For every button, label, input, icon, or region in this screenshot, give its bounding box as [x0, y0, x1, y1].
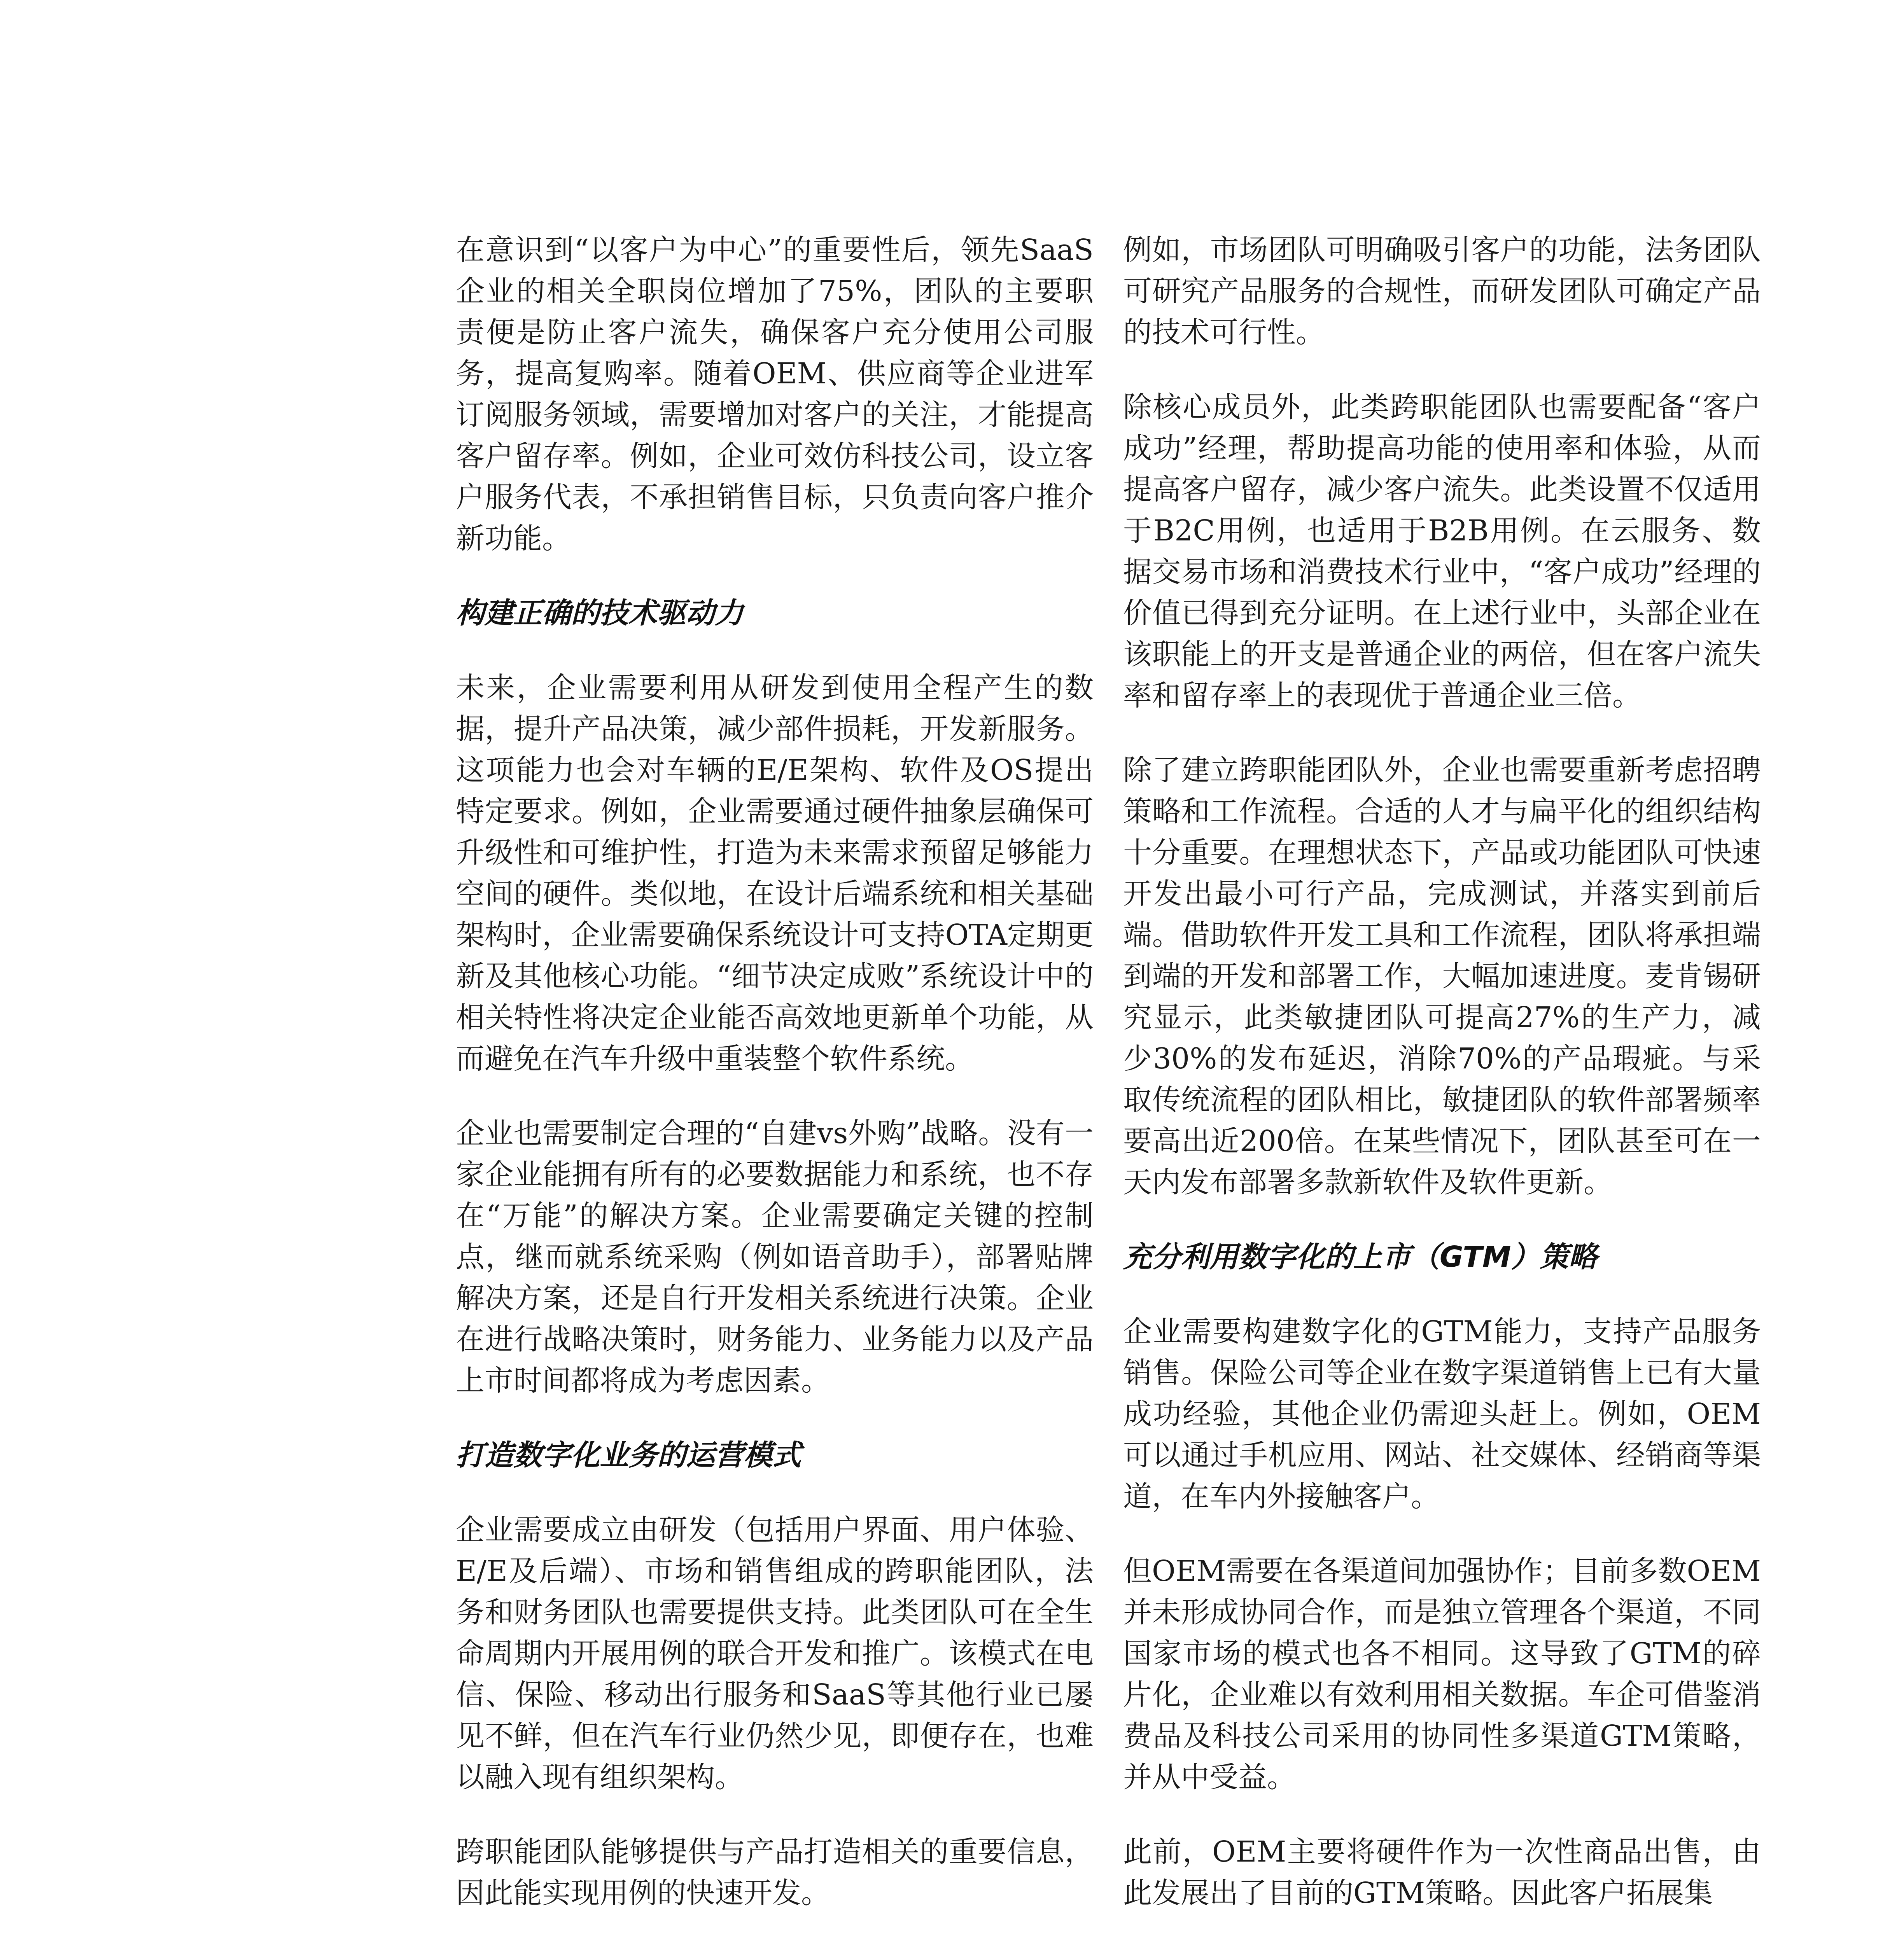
paragraph: 除核心成员外，此类跨职能团队也需要配备“客户成功”经理，帮助提高功能的使用率和体验，从而提高客户留存，减少客户流失。此类设置不仅适用于B2C用例，也适用于B2B用例。在云服务、数据交易市场和消费技术行业中，“客户成功”经理的价值已得到充分证明。在上述行业中，头部企业在该职能上的开支是普通企业的两倍，但在客户流失率和留存率上的表现优于普通企业三倍。 — [1123, 390, 1761, 712]
paragraph: 在意识到“以客户为中心”的重要性后，领先SaaS企业的相关全职岗位增加了75%，团队的主要职责便是防止客户流失，确保客户充分使用公司服务，提高复购率。随着OEM、供应商等企业进军订阅服务领域，需要增加对客户的关注，才能提高客户留存率。例如，企业可效仿科技公司，设立客户服务代表，不承担销售目标，只负责向客户推介新功能。 — [456, 233, 1094, 555]
paragraph: 例如，市场团队可明确吸引客户的功能，法务团队可研究产品服务的合规性，而研发团队可确定产品的技术可行性。 — [1123, 233, 1761, 349]
section-heading: 构建正确的技术驱动力 — [456, 596, 744, 630]
section-heading: 打造数字化业务的运营模式 — [456, 1439, 801, 1472]
paragraph: 此前，OEM主要将硬件作为一次性商品出售，由此发展出了目前的GTM策略。因此客户拓展集 — [1123, 1835, 1761, 1910]
right-column — [1123, 229, 1761, 1944]
paragraph: 但OEM需要在各渠道间加强协作；目前多数OEM并未形成协同合作，而是独立管理各个渠道，不同国家市场的模式也各不相同。这导致了GTM的碎片化，企业难以有效利用相关数据。车企可借鉴消费品及科技公司采用的协同性多渠道GTM策略，并从中受益。 — [1123, 1554, 1761, 1794]
paragraph: 除了建立跨职能团队外，企业也需要重新考虑招聘策略和工作流程。合适的人才与扁平化的组织结构十分重要。在理想状态下，产品或功能团队可快速开发出最小可行产品，完成测试，并落实到前后端。借助软件开发工具和工作流程，团队将承担端到端的开发和部署工作，大幅加速进度。麦肯锡研究显示，此类敏捷团队可提高27%的生产力，减少30%的发布延迟，消除70%的产品瑕疵。与采取传统流程的团队相比，敏捷团队的软件部署频率要高出近200倍。在某些情况下，团队甚至可在一天内发布部署多款新软件及软件更新。 — [1123, 753, 1761, 1199]
left-column — [456, 229, 1094, 1944]
paragraph: 企业也需要制定合理的“自建vs外购”战略。没有一家企业能拥有所有的必要数据能力和系统，也不存在“万能”的解决方案。企业需要确定关键的控制点，继而就系统采购（例如语音助手），部署贴牌解决方案，还是自行开发相关系统进行决策。企业在进行战略决策时，财务能力、业务能力以及产品上市时间都将成为考虑因素。 — [456, 1117, 1094, 1397]
paragraph: 企业需要构建数字化的GTM能力，支持产品服务销售。保险公司等企业在数字渠道销售上已有大量成功经验，其他企业仍需迎头赶上。例如，OEM可以通过手机应用、网站、社交媒体、经销商等渠道，在车内外接触客户。 — [1123, 1315, 1761, 1513]
paragraph: 企业需要成立由研发（包括用户界面、用户体验、E/E及后端）、市场和销售组成的跨职能团队，法务和财务团队也需要提供支持。此类团队可在全生命周期内开展用例的联合开发和推广。该模式在电信、保险、移动出行服务和SaaS等其他行业已屡见不鲜，但在汽车行业仍然少见，即便存在，也难以融入现有组织架构。 — [456, 1513, 1094, 1794]
paragraph: 未来，企业需要利用从研发到使用全程产生的数据，提升产品决策，减少部件损耗，开发新服务。这项能力也会对车辆的E/E架构、软件及OS提出特定要求。例如，企业需要通过硬件抽象层确保可升级性和可维护性，打造为未来需求预留足够能力空间的硬件。类似地，在设计后端系统和相关基础架构时，企业需要确保系统设计可支持OTA定期更新及其他核心功能。“细节决定成败”系统设计中的相关特性将决定企业能否高效地更新单个功能，从而避免在汽车升级中重装整个软件系统。 — [456, 671, 1094, 1075]
paragraph: 跨职能团队能够提供与产品打造相关的重要信息，因此能实现用例的快速开发。 — [456, 1835, 1094, 1910]
section-heading: 充分利用数字化的上市（GTM）策略 — [1123, 1240, 1598, 1274]
